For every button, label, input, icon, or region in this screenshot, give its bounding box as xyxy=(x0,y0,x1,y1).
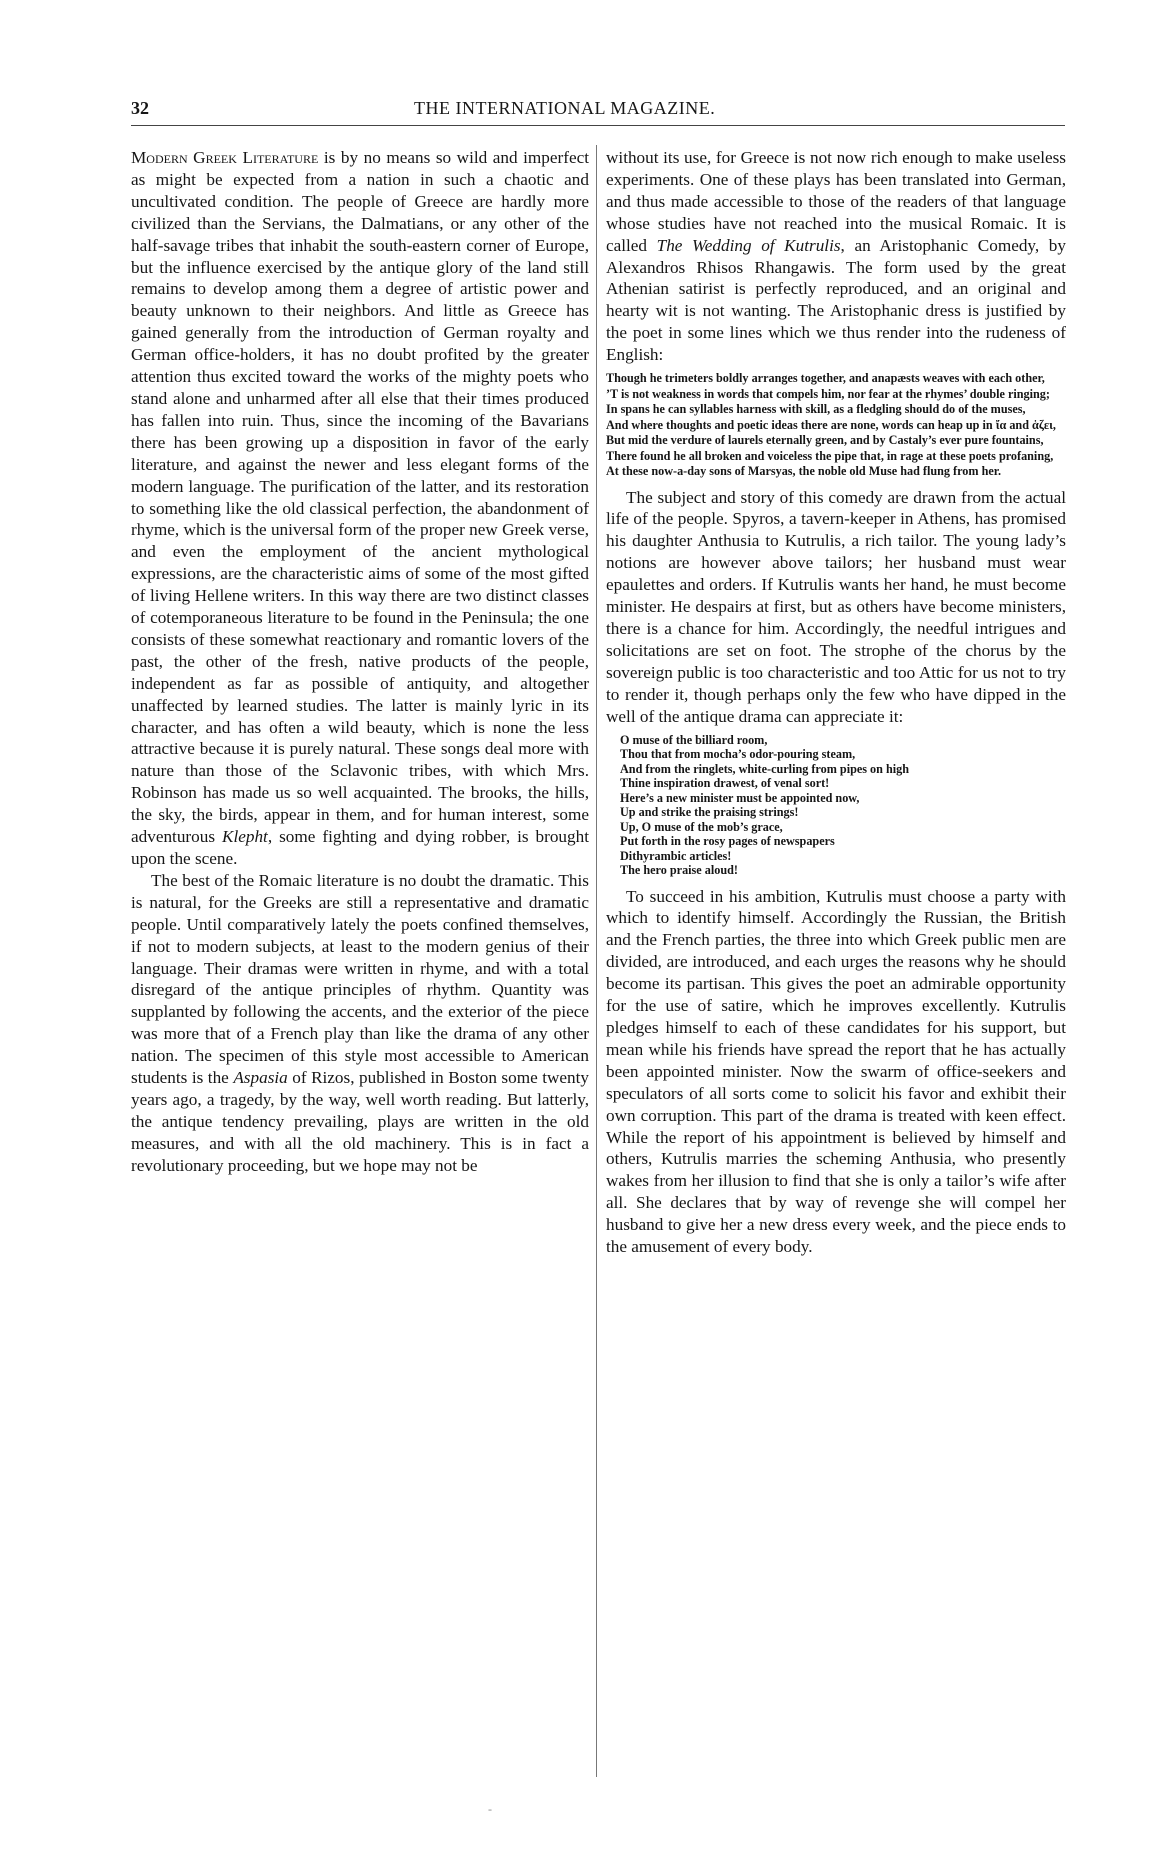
paragraph-comedy-story: The subject and story of this comedy are drawn from the actual life of the people. Spyros, a tavern-keeper in Athens, has promised his daughter Anthusia to Kutrulis, a rich tailor. The young lady’s notions are however above tailors; her husband must wear epaulettes and orders. If Kutrulis wants her hand, he must become minister. He despairs at first, but as others have become ministers, there is a chance for him. Accordingly, the needful intrigues and solicitations are set on foot. The strophe of the chorus by the sovereign public is too characteristic and too Attic for us not to try to render it, though perhaps only the few who have dipped in the well of the antique drama can appreciate it: xyxy=(606,487,1066,726)
verse-line: In spans he can syllables harness with skill, as a fledgling should do of the muses, xyxy=(606,402,1026,417)
paragraph-romaic-drama xyxy=(131,870,589,1177)
verse-line: And where thoughts and poetic ideas there are none, words can heap up in ἴα and ἁζει, xyxy=(606,417,1056,432)
verse-line: But mid the verdure of laurels eternally green, and by Castaly’s ever pure fountains, xyxy=(606,433,1044,448)
paragraph-kutrulis-ambition: To succeed in his ambition, Kutrulis must choose a party with which to identify himself. Accordingly the Russian, the British and the French parties, the three into which Greek public men are divided, are introduced, and each urges the reasons why he should become its partisan. This gives the poet an admirable opportunity for the use of satire, which he improves excellently. Kutrulis pledges himself to each of these candidates for his support, but mean while his friends have spread the report that he has actually been appointed minister. Now the swarm of office-seekers and speculators of all sorts come to solicit his favor and exhibit their own corruption. This part of the drama is treated with keen effect. While the report of his appointment is believed by himself and others, Kutrulis marries the scheming Anthusia, who presently wakes from her illusion to find that she is only a tailor’s wife after all. She declares that by way of revenge she will compel her husband to give her a new dress every week, and the piece ends to the amusement of every body. xyxy=(606,886,1066,1257)
paragraph-text: , some fighting and dying robber, is brought upon the scene. xyxy=(131,827,589,868)
italic-title: The Wedding of Kutrulis xyxy=(656,235,841,255)
verse-line: O muse of the billiard room, xyxy=(620,732,768,747)
verse-line: Up and strike the praising strings! xyxy=(620,805,799,820)
verse-line: Here’s a new minister must be appointed now, xyxy=(620,790,860,805)
verse-line: Thine inspiration drawest, of venal sort! xyxy=(620,776,830,791)
page-number: 32 xyxy=(131,98,149,118)
lead-in-small-caps: Modern Greek Literature xyxy=(131,148,319,167)
verse-line: Up, O muse of the mob’s grace, xyxy=(620,819,783,834)
paragraph-text: of Rizos, published in Boston some twenty years ago, a tragedy, by the way, well worth reading. But latterly, the antique tendency prevailing, plays are written in the old measures, and with all the old machinery. This is in fact a revolutionary proceeding, but we hope may not be xyxy=(131,1068,589,1175)
verse-block-chorus xyxy=(606,733,1066,878)
left-column xyxy=(131,147,589,1177)
verse-line: Put forth in the rosy pages of newspapers xyxy=(620,834,835,849)
verse-line: At these now-a-day sons of Marsyas, the noble old Muse had flung from her. xyxy=(606,464,1002,479)
verse-line: Thou that from mocha’s odor-pouring steam, xyxy=(620,747,856,762)
verse-line: There found he all broken and voiceless the pipe that, in rage at these poets profaning, xyxy=(606,448,1054,463)
paragraph-text: , an Aristophanic Comedy, by Alexandros Rhisos Rhangawis. The form used by the great Athenian satirist is perfectly reproduced, and an original and hearty wit is not wanting. The Aristophanic dress is justified by the poet in some lines which we thus render into the rudeness of English: xyxy=(606,235,1066,365)
column-rule xyxy=(596,145,597,1777)
running-title: THE INTERNATIONAL MAGAZINE. xyxy=(414,98,716,118)
verse-line: And from the ringlets, white-curling from pipes on high xyxy=(620,761,910,776)
italic-title: Aspasia xyxy=(233,1068,288,1088)
paragraph-text: without its use, for Greece is not now rich enough to make useless experiments. One of these plays has been translated into German, and thus made accessible to those of the readers of that language whose studies have not reached into the musical Romaic. It is called xyxy=(606,148,1066,255)
paragraph-text: is by no means so wild and imperfect as might be expected from a nation in such a chaotic and uncultivated condition. The people of Greece are hardly more civilized than the Servians, the Dalmatians, or any other of the half-savage tribes that inhabit the south-eastern corner of Europe, but the influence exercised by the antique glory of the land still remains to develop among them a degree of artistic power and beauty unknown to their neighbors. And little as Greece has gained generally from the introduction of German royalty and German office-holders, it has no doubt profited by the greater attention thus excited toward the works of the mighty poets who stand alone and unharmed after all else that their times produced has fallen into ruin. Thus, since the incoming of the Bavarians there has been growing up a disposition in favor of the early literature, and against the newer and less elegant forms of the modern language. The purification of the latter, and its restoration to something like the old classical perfection, the abandonment of rhyme, which is the universal form of the proper new Greek verse, and even the employment of the ancient mythological expressions, are the characteristic aims of some of the most gifted of living Hellene writers. In this way there are two distinct classes of cotemporaneous literature to be found in the Peninsula; the one consists of these somewhat reactionary and romantic lovers of the past, the other of the fresh, native products of the people, independent as far as possible of antiquity, and altogether unaffected by learned studies. The latter is mainly lyric in its character, and has often a wild beauty, which is none the less attractive because it is purely natural. These songs deal more with nature than those of the Sclavonic tribes, with which Mrs. Robinson has made us so well acquainted. The brooks, the hills, the sky, the birds, appear in them, and for human interest, some adventurous xyxy=(131,148,589,847)
verse-line: ’T is not weakness in words that compels him, nor fear at the rhymes’ double ringing; xyxy=(606,386,1050,401)
verse-line: Though he trimeters boldly arranges together, and anapæsts weaves with each other, xyxy=(606,371,1045,386)
verse-line: The hero praise aloud! xyxy=(620,863,738,878)
verse-block-aristophanic xyxy=(606,371,1066,479)
paragraph-text: The best of the Romaic literature is no doubt the dramatic. This is natural, for the Greeks are still a representative and dramatic people. Until comparatively lately the poets confined themselves, if not to modern subjects, at least to the modern genius of their language. Their dramas were written in rhyme, and with a total disregard of the antique principles of rhythm. Quantity was supplanted by following the accents, and the exterior of the piece was more that of a French play than like the drama of any other nation. The specimen of this style most accessible to American students is the xyxy=(131,870,589,1088)
verse-line: Dithyrambic articles! xyxy=(620,848,732,863)
paragraph-modern-greek-literature xyxy=(131,147,589,870)
paragraph-continuation xyxy=(606,147,1066,366)
header-rule xyxy=(131,125,1065,126)
right-column xyxy=(606,147,1066,1258)
footer-mark: - xyxy=(488,1802,492,1816)
italic-term: Klepht xyxy=(221,827,268,847)
